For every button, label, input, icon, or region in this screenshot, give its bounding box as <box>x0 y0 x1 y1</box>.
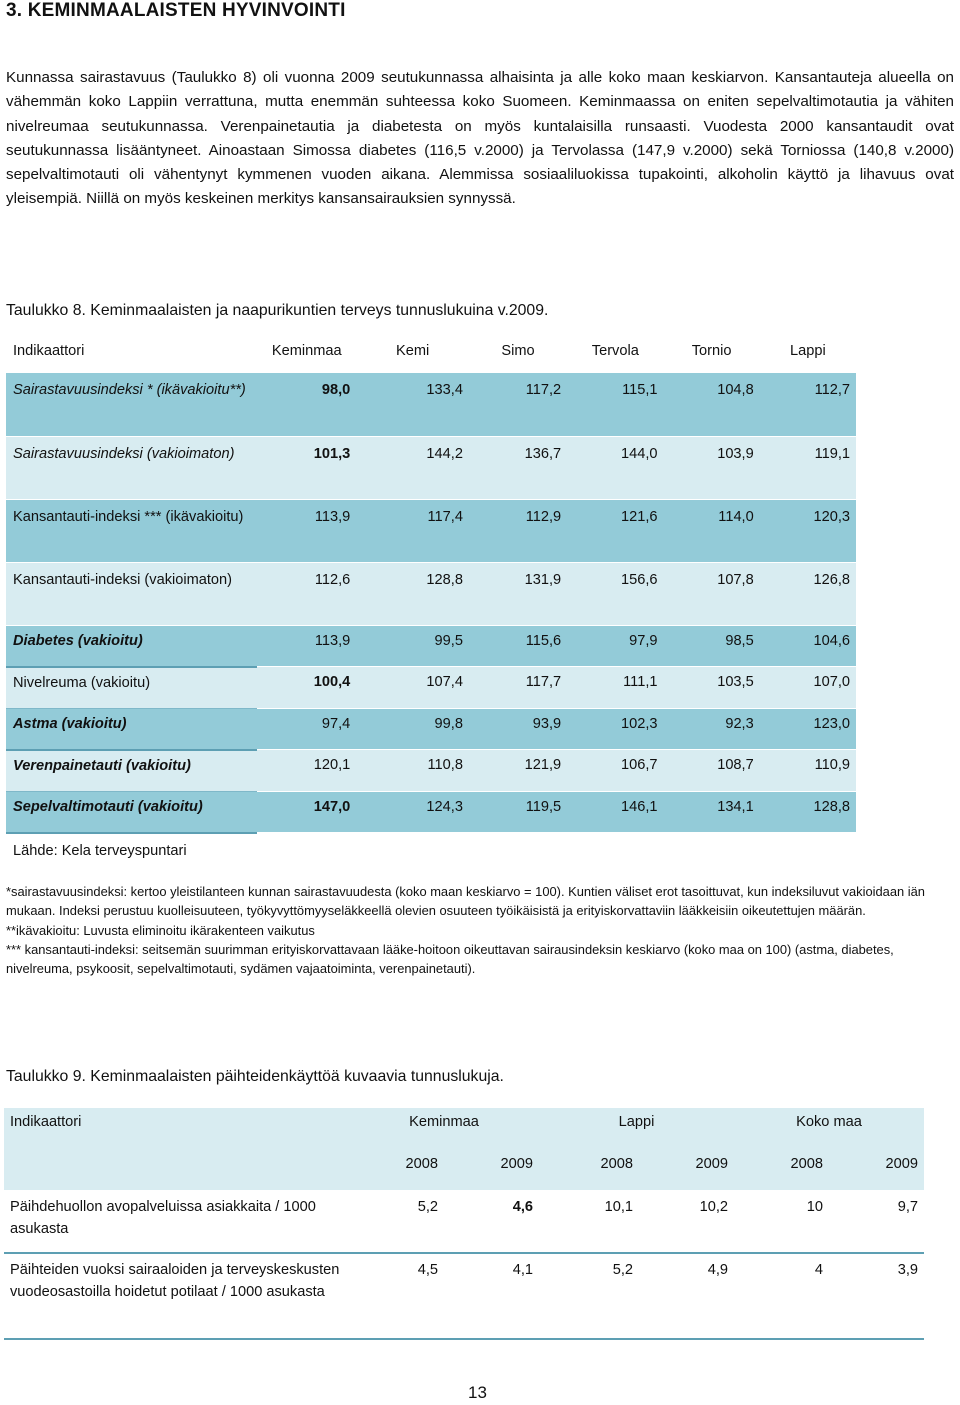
value-cell: 117,4 <box>356 499 469 562</box>
value-cell: 93,9 <box>469 708 567 750</box>
table9-year-header: 2009 <box>829 1149 924 1190</box>
value-cell: 114,0 <box>664 499 760 562</box>
value-cell: 117,2 <box>469 373 567 436</box>
table8-header-cell: Keminmaa <box>271 343 342 359</box>
value-cell: 144,0 <box>567 436 663 499</box>
value-cell: 10 <box>734 1190 829 1253</box>
table-row <box>6 562 856 625</box>
value-cell: 103,5 <box>664 667 760 709</box>
table-row <box>4 1253 924 1339</box>
value-cell: 10,2 <box>639 1190 734 1253</box>
table8-source: Lähde: Kela terveyspuntari <box>13 843 187 859</box>
value-cell: 117,7 <box>469 667 567 709</box>
table-row <box>6 436 856 499</box>
value-cell: 128,8 <box>356 562 469 625</box>
value-cell: 92,3 <box>664 708 760 750</box>
value-cell: 104,6 <box>760 625 856 667</box>
intro-paragraph: Kunnassa sairastavuus (Taulukko 8) oli vuonna 2009 seutukunnassa alhaisinta ja alle koko maan keskiarvon. Kansantauteja alueella on vähemmän koko Lappiin verrattuna, mutta enemmän suhteessa koko Suomeen. Keminmaassa on eniten sepelvaltimotautia ja vähiten nivelreumaa seutukunnassa. Verenpainetautia ja diabetesta on myös kuntalaisilla runsaasti. Vuodesta 2000 kansantaudit ovat seutukunnassa lisääntyneet. Ainoastaan Simossa diabetes (116,5 v.2000) ja Tervolassa (147,9 v.2000) sekä Torniossa (140,8 v.2000) sepelvaltimotauti oli vähentynyt kymmenen vuoden aikana. Alemmissa sosiaaliluokissa tupakointi, alkoholin käyttö ja lihavuus ovat yleisempiä. Niillä on myös keskeinen merkitys kansansairauksien synnyssä. <box>6 69 954 208</box>
table9-year-header: 2008 <box>539 1149 639 1190</box>
table9-year-header: 2009 <box>639 1149 734 1190</box>
row-label: Sairastavuusindeksi * (ikävakioitu**) <box>6 373 257 436</box>
row-label: Diabetes (vakioitu) <box>6 625 257 667</box>
value-cell: 99,8 <box>356 708 469 750</box>
value-cell: 102,3 <box>567 708 663 750</box>
table9-group-header-row <box>4 1108 924 1149</box>
value-cell: 99,5 <box>356 625 469 667</box>
value-cell: 115,6 <box>469 625 567 667</box>
value-cell: 100,4 <box>257 667 356 709</box>
value-cell: 98,0 <box>257 373 356 436</box>
page-number: 13 <box>468 1383 487 1402</box>
row-label: Nivelreuma (vakioitu) <box>6 667 257 709</box>
value-cell: 98,5 <box>664 625 760 667</box>
value-cell: 112,9 <box>469 499 567 562</box>
value-cell: 4,6 <box>444 1190 539 1253</box>
value-cell: 9,7 <box>829 1190 924 1253</box>
value-cell: 4,9 <box>639 1253 734 1339</box>
value-cell: 112,7 <box>760 373 856 436</box>
row-label: Päihteiden vuoksi sairaaloiden ja terveyskeskusten vuodeosastoilla hoidetut potilaat / 1000 asukasta <box>4 1253 349 1339</box>
table-row <box>6 708 856 750</box>
table9-group-header: Keminmaa <box>349 1108 539 1149</box>
value-cell: 107,0 <box>760 667 856 709</box>
value-cell: 4 <box>734 1253 829 1339</box>
row-label: Kansantauti-indeksi *** (ikävakioitu) <box>6 499 257 562</box>
value-cell: 119,1 <box>760 436 856 499</box>
footnotes <box>6 882 954 978</box>
value-cell: 113,9 <box>257 499 356 562</box>
table9-group-header: Lappi <box>539 1108 734 1149</box>
table8 <box>6 334 856 834</box>
table-row <box>6 373 856 436</box>
value-cell: 131,9 <box>469 562 567 625</box>
table-row <box>6 750 856 792</box>
row-label: Astma (vakioitu) <box>6 708 257 750</box>
value-cell: 107,4 <box>356 667 469 709</box>
table9-header-blank <box>4 1149 349 1190</box>
value-cell: 115,1 <box>567 373 663 436</box>
value-cell: 134,1 <box>664 791 760 833</box>
table-row <box>6 625 856 667</box>
row-label: Päihdehuollon avopalveluissa asiakkaita / 1000 asukasta <box>4 1190 349 1253</box>
table9-year-header-row <box>4 1149 924 1190</box>
value-cell: 120,1 <box>257 750 356 792</box>
row-label: Sairastavuusindeksi (vakioimaton) <box>6 436 257 499</box>
value-cell: 97,9 <box>567 625 663 667</box>
value-cell: 3,9 <box>829 1253 924 1339</box>
table8-header-row <box>6 334 856 373</box>
table9-caption: Taulukko 9. Keminmaalaisten päihteidenkäyttöä kuvaavia tunnuslukuja. <box>6 1068 504 1085</box>
footnote: **ikävakioitu: Luvusta eliminoitu ikärakenteen vaikutus <box>6 922 315 938</box>
value-cell: 156,6 <box>567 562 663 625</box>
footnote: *sairastavuusindeksi: kertoo yleistilanteen kunnan sairastavuudesta (koko maan keskiarvo = 100). Kuntien väliset erot tasoittuvat, kun indeksiluvut vakioidaan iän mukaan. Indeksi perustuu kuolleisuuteen, työkyvyttömyyseläkkeellä olevien osuuteen työikäisistä ja erityiskorvattaviin lääkkeisiin oikeutettujen määrän. <box>6 884 925 919</box>
value-cell: 107,8 <box>664 562 760 625</box>
value-cell: 146,1 <box>567 791 663 833</box>
value-cell: 104,8 <box>664 373 760 436</box>
table8-caption: Taulukko 8. Keminmaalaisten ja naapurikuntien terveys tunnuslukuina v.2009. <box>6 302 549 319</box>
table9-year-header: 2008 <box>734 1149 829 1190</box>
value-cell: 121,9 <box>469 750 567 792</box>
value-cell: 103,9 <box>664 436 760 499</box>
table8-header-cell: Simo <box>501 343 535 359</box>
value-cell: 123,0 <box>760 708 856 750</box>
value-cell: 133,4 <box>356 373 469 436</box>
value-cell: 126,8 <box>760 562 856 625</box>
table9 <box>4 1108 924 1340</box>
value-cell: 110,9 <box>760 750 856 792</box>
section-heading: 3. KEMINMAALAISTEN HYVINVOINTI <box>6 0 346 21</box>
value-cell: 5,2 <box>349 1190 444 1253</box>
value-cell: 124,3 <box>356 791 469 833</box>
value-cell: 106,7 <box>567 750 663 792</box>
table9-year-header: 2008 <box>349 1149 444 1190</box>
table9-year-header: 2009 <box>444 1149 539 1190</box>
value-cell: 5,2 <box>539 1253 639 1339</box>
value-cell: 128,8 <box>760 791 856 833</box>
value-cell: 119,5 <box>469 791 567 833</box>
table9-group-header: Koko maa <box>734 1108 924 1149</box>
value-cell: 97,4 <box>257 708 356 750</box>
value-cell: 136,7 <box>469 436 567 499</box>
table8-header-cell: Lappi <box>790 343 826 359</box>
table8-header-cell: Indikaattori <box>13 343 85 359</box>
row-label: Sepelvaltimotauti (vakioitu) <box>6 791 257 833</box>
value-cell: 147,0 <box>257 791 356 833</box>
value-cell: 113,9 <box>257 625 356 667</box>
value-cell: 144,2 <box>356 436 469 499</box>
footnote: *** kansantauti-indeksi: seitsemän suurimman erityiskorvattavaan lääke-hoitoon oikeuttavan sairausindeksin keskiarvo (koko maa on 100) (astma, diabetes, nivelreuma, psykoosit, sepelvaltimotauti, sydämen vajaatoiminta, verenpainetauti). <box>6 941 894 977</box>
table8-header-cell: Tervola <box>591 343 639 359</box>
row-label: Kansantauti-indeksi (vakioimaton) <box>6 562 257 625</box>
value-cell: 121,6 <box>567 499 663 562</box>
table-row <box>6 791 856 833</box>
table-row <box>4 1190 924 1253</box>
value-cell: 111,1 <box>567 667 663 709</box>
value-cell: 4,1 <box>444 1253 539 1339</box>
value-cell: 112,6 <box>257 562 356 625</box>
value-cell: 4,5 <box>349 1253 444 1339</box>
table9-header-cell: Indikaattori <box>4 1108 349 1149</box>
table-row <box>6 499 856 562</box>
table8-header-cell: Tornio <box>691 343 732 359</box>
value-cell: 10,1 <box>539 1190 639 1253</box>
value-cell: 101,3 <box>257 436 356 499</box>
value-cell: 110,8 <box>356 750 469 792</box>
table8-header-cell: Kemi <box>395 343 430 359</box>
row-label: Verenpainetauti (vakioitu) <box>6 750 257 792</box>
table-row <box>6 667 856 709</box>
value-cell: 108,7 <box>664 750 760 792</box>
value-cell: 120,3 <box>760 499 856 562</box>
